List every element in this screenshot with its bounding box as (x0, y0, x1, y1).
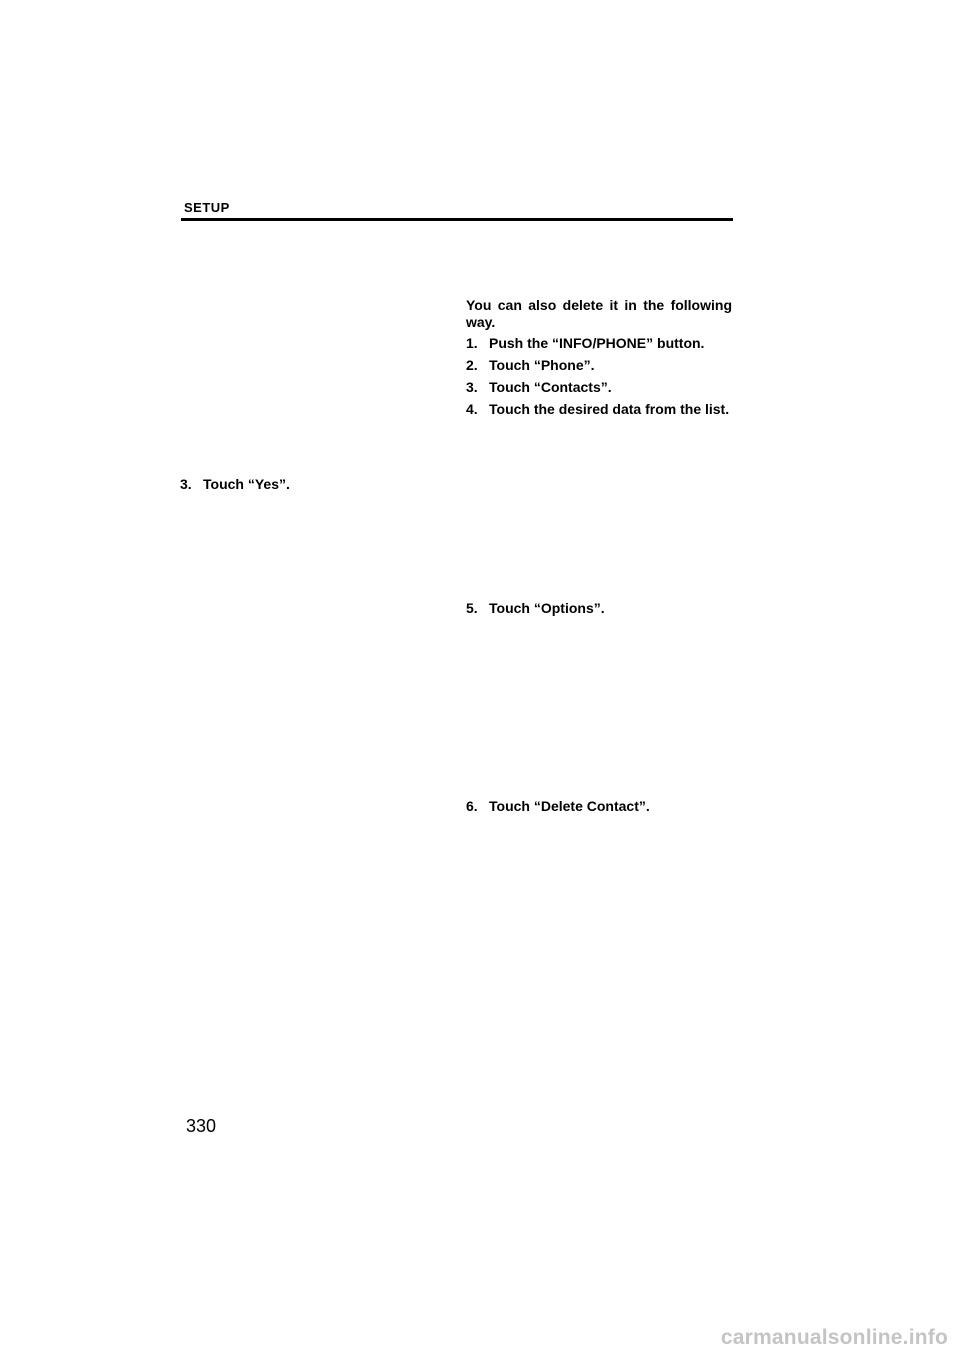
step-number: 5. (466, 600, 478, 616)
step-right-2 (466, 357, 595, 373)
step-right-6 (466, 798, 650, 814)
step-right-5 (466, 600, 605, 616)
step-text: Touch “Phone”. (489, 357, 595, 373)
step-number: 3. (466, 379, 478, 395)
step-number: 3. (180, 476, 192, 492)
step-number: 2. (466, 357, 478, 373)
step-number: 1. (466, 335, 478, 351)
step-text: Push the “INFO/PHONE” button. (489, 335, 705, 351)
page-number: 330 (186, 1116, 217, 1136)
step-right-3 (466, 379, 612, 395)
watermark: carmanualsonline.info (720, 1326, 948, 1349)
step-number: 4. (466, 401, 478, 417)
step-number: 6. (466, 798, 478, 814)
step-right-4 (466, 401, 729, 417)
step-text: Touch “Delete Contact”. (489, 798, 650, 814)
step-left-3 (180, 476, 290, 492)
step-right-1 (466, 335, 704, 351)
step-text: Touch “Contacts”. (489, 379, 612, 395)
header-rule (181, 218, 733, 221)
step-text: Touch “Yes”. (203, 476, 290, 492)
step-text: Touch “Options”. (489, 600, 605, 616)
intro-paragraph: You can also delete it in the following way. (466, 297, 732, 330)
section-label: SETUP (184, 200, 230, 215)
step-text: Touch the desired data from the list. (489, 401, 730, 417)
